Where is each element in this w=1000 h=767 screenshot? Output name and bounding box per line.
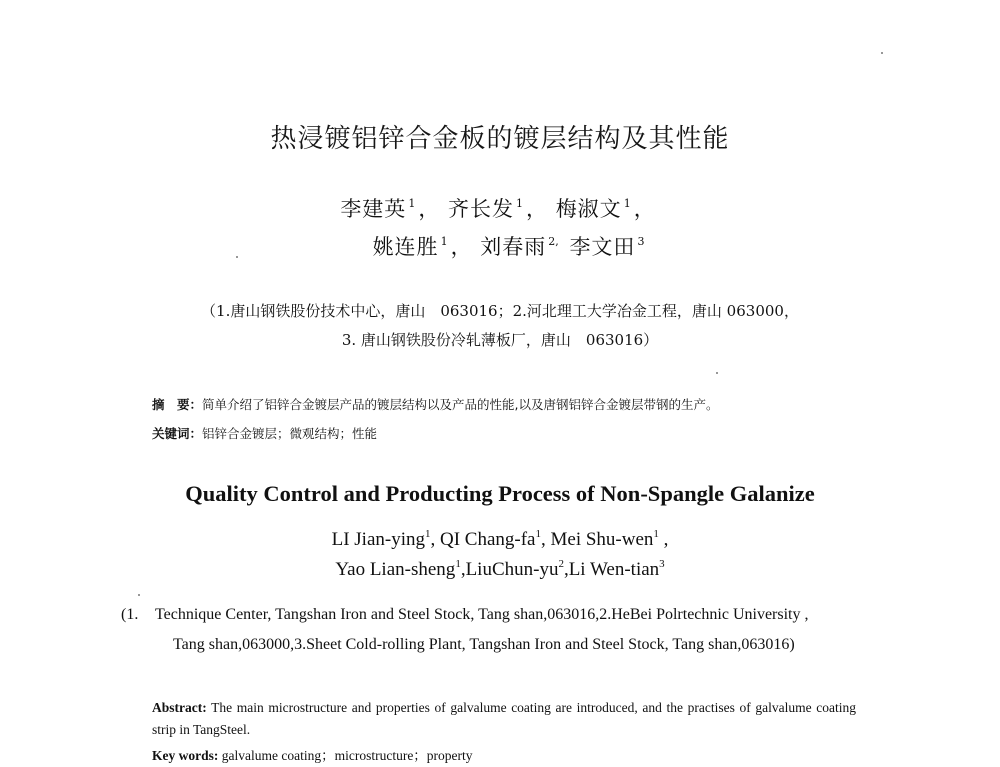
chinese-abstract-text: 简单介绍了铝锌合金镀层产品的镀层结构以及产品的性能,以及唐钢铝锌合金镀层带钢的生产。 <box>202 397 719 412</box>
author-sup: 1 <box>516 197 523 210</box>
author-sup: 2, <box>548 235 559 248</box>
chinese-affiliation-line1: （1.唐山钢铁股份技术中心，唐山 063016；2.河北理工大学冶金工程，唐山 063000， <box>201 302 799 320</box>
english-abstract <box>152 697 856 741</box>
author-name: 李文田 <box>569 235 636 259</box>
author-sup: 1 <box>440 235 448 248</box>
english-keywords <box>152 745 856 767</box>
author-sup: 1 <box>653 528 659 540</box>
author-sep: , <box>430 529 440 550</box>
chinese-affiliation-line2: 3. 唐山钢铁股份冷轧薄板厂，唐山 063016） <box>341 331 659 349</box>
chinese-keywords-text: 铝锌合金镀层；微观结构；性能 <box>202 426 378 441</box>
author-name: 梅淑文 <box>555 197 622 221</box>
chinese-keywords-label: 关键词： <box>152 426 203 441</box>
author-name: 刘春雨 <box>480 235 547 259</box>
author-name: Mei Shu-wen <box>550 529 654 550</box>
english-abstract-text: The main microstructure and properties of galvalume coating are introduced, and the practises of galvalume coating strip in TangSteel. <box>152 700 856 737</box>
author-sep: , <box>460 559 466 580</box>
author-name: 齐长发 <box>448 197 514 221</box>
english-keywords-text: galvalume coating；microstructure；property <box>221 748 473 763</box>
english-affiliation-line1: Technique Center, Tangshan Iron and Steel Stock, Tang shan,063016,2.HeBei Polrtechnic University , <box>155 606 809 623</box>
scan-speck <box>881 52 883 54</box>
english-authors-line2 <box>0 558 1000 581</box>
author-name: QI Chang-fa <box>440 529 536 550</box>
author-sep: , <box>563 559 569 580</box>
scan-speck <box>716 372 718 374</box>
author-sup: 1 <box>535 528 541 540</box>
chinese-authors-line2 <box>10 231 1000 261</box>
author-sep: ， <box>633 197 656 221</box>
author-sep: ， <box>450 235 473 259</box>
author-sup: 1 <box>408 197 416 210</box>
chinese-authors-line1 <box>0 193 998 223</box>
author-sup: 2 <box>558 558 564 570</box>
author-sup: 3 <box>659 558 665 570</box>
author-name: Li Wen-tian <box>568 559 660 580</box>
author-sup: 1 <box>455 558 461 570</box>
chinese-keywords <box>152 424 377 442</box>
author-sup: 1 <box>425 528 431 540</box>
chinese-abstract <box>152 395 719 413</box>
author-sep: , <box>541 529 551 550</box>
chinese-title: 热浸镀铝锌合金板的镀层结构及其性能 <box>270 124 730 154</box>
author-sup: 1 <box>623 197 631 210</box>
english-affiliation-line2: Tang shan,063000,3.Sheet Cold-rolling Plant, Tangshan Iron and Steel Stock, Tang shan,063016) <box>173 636 795 653</box>
author-name: LI Jian-ying <box>331 529 425 550</box>
english-title: Quality Control and Producting Process of Non-Spangle Galanize <box>185 481 815 506</box>
author-name: 李建英 <box>340 197 407 221</box>
english-abstract-label: Abstract: <box>152 700 207 715</box>
chinese-abstract-label: 摘 要： <box>152 397 203 412</box>
english-affiliation-marker: (1. <box>121 606 139 623</box>
author-sep: ， <box>526 197 548 221</box>
author-sep: ， <box>418 197 441 221</box>
english-authors-line1 <box>0 528 1000 551</box>
author-name: Yao Lian-sheng <box>335 559 456 580</box>
english-keywords-label: Key words: <box>152 748 219 763</box>
author-name: LiuChun-yu <box>465 559 559 580</box>
scan-speck <box>138 594 140 596</box>
author-name: 姚连胜 <box>372 235 439 259</box>
author-sup: 3 <box>637 235 645 248</box>
author-sep: , <box>658 529 669 550</box>
